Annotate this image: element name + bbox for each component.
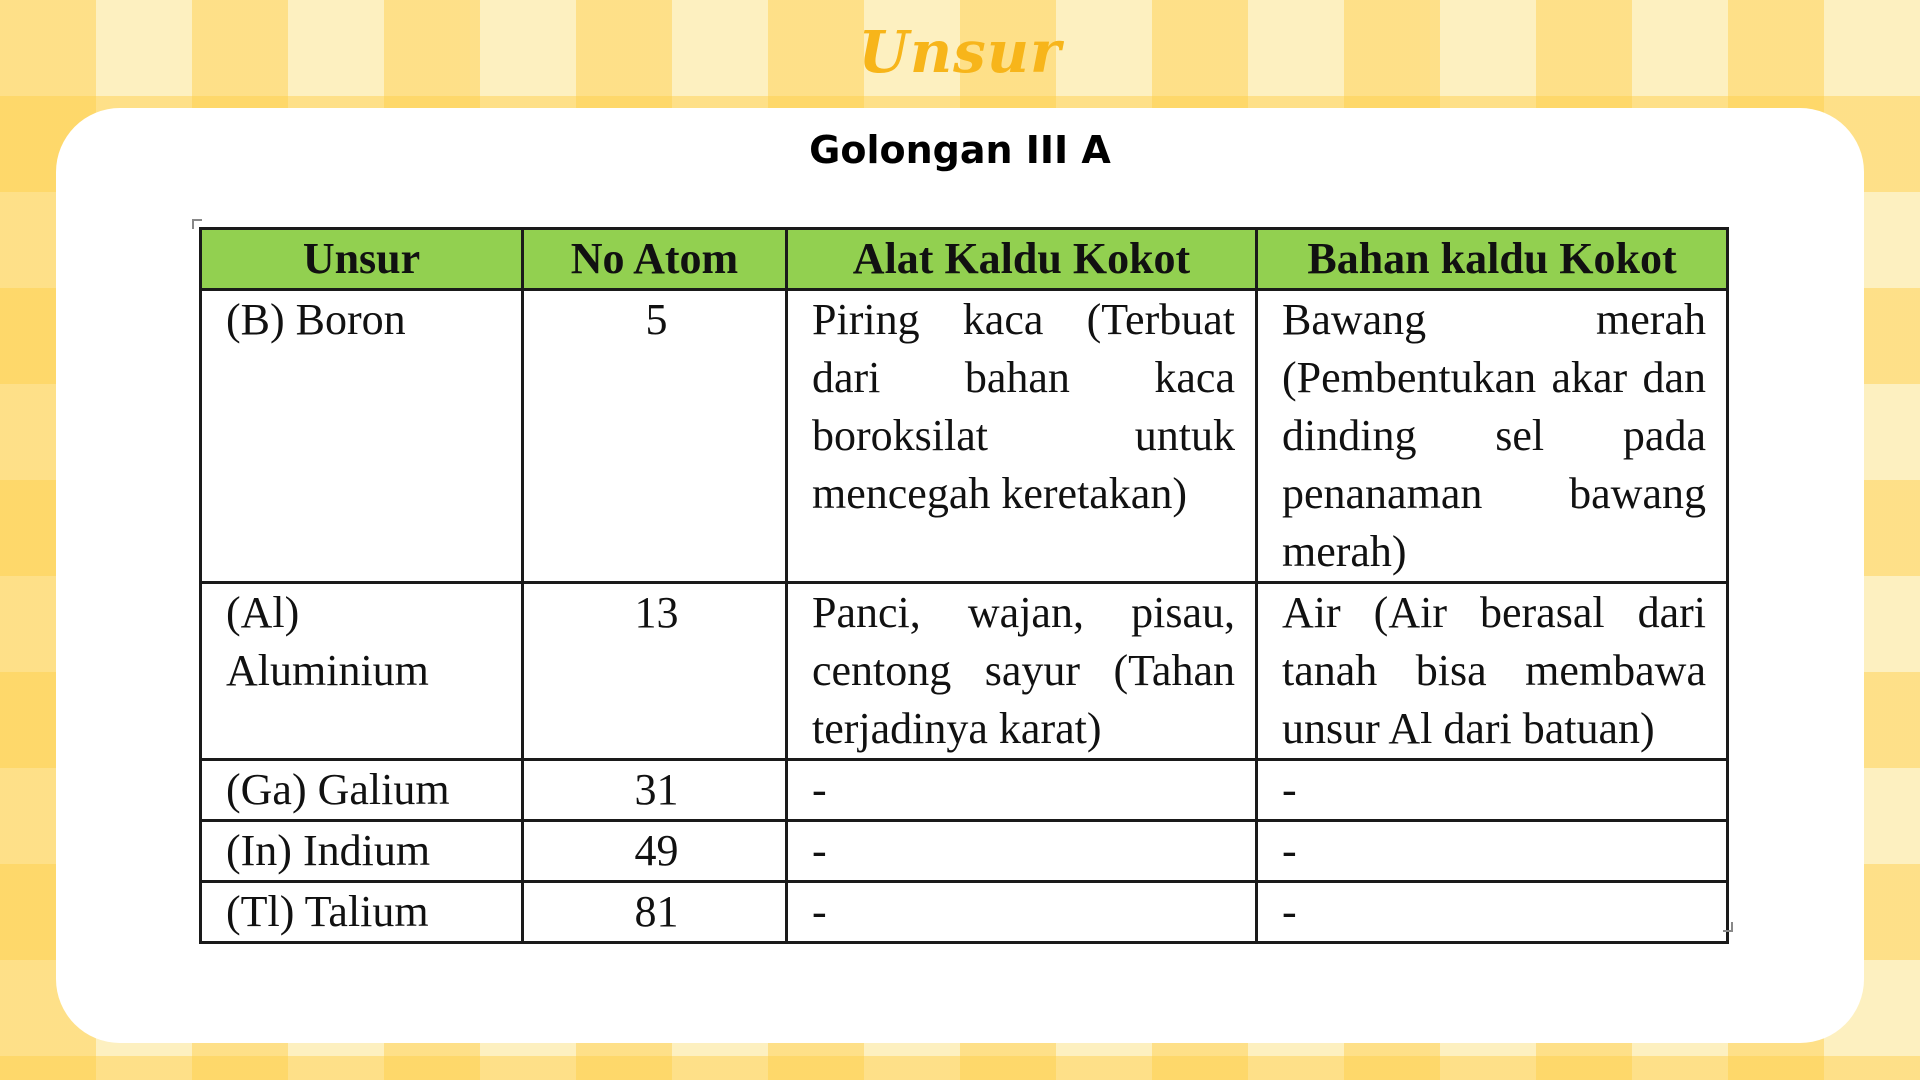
header-bahan: Bahan kaldu Kokot <box>1257 229 1728 290</box>
cell-no-atom: 31 <box>523 760 787 821</box>
cell-bahan: - <box>1257 882 1728 943</box>
table-header-row <box>201 229 1728 290</box>
table-row <box>201 290 1728 583</box>
table-end-mark <box>1723 922 1733 932</box>
table-row <box>201 882 1728 943</box>
cell-alat: - <box>787 760 1257 821</box>
cell-unsur: (Al) Aluminium <box>201 583 523 760</box>
cell-no-atom: 81 <box>523 882 787 943</box>
cell-alat: - <box>787 882 1257 943</box>
cell-no-atom: 13 <box>523 583 787 760</box>
table-row <box>201 583 1728 760</box>
table-row <box>201 821 1728 882</box>
cell-unsur: (Ga) Galium <box>201 760 523 821</box>
elements-table <box>199 227 1729 944</box>
cell-bahan: - <box>1257 821 1728 882</box>
cell-bahan: Air (Air berasal dari tanah bisa membawa unsur Al dari batuan) <box>1257 583 1728 760</box>
table-row <box>201 760 1728 821</box>
page-title: Unsur <box>858 18 1062 86</box>
section-heading: Golongan III A <box>809 128 1111 172</box>
cell-unsur: (In) Indium <box>201 821 523 882</box>
cell-alat: - <box>787 821 1257 882</box>
header-no-atom: No Atom <box>523 229 787 290</box>
cell-unsur: (Tl) Talium <box>201 882 523 943</box>
cell-alat: Piring kaca (Terbuat dari bahan kaca boroksilat untuk mencegah keretakan) <box>787 290 1257 583</box>
header-unsur: Unsur <box>201 229 523 290</box>
cell-bahan: - <box>1257 760 1728 821</box>
cell-alat: Panci, wajan, pisau, centong sayur (Tahan terjadinya karat) <box>787 583 1257 760</box>
cell-unsur: (B) Boron <box>201 290 523 583</box>
cell-no-atom: 5 <box>523 290 787 583</box>
cell-no-atom: 49 <box>523 821 787 882</box>
header-alat: Alat Kaldu Kokot <box>787 229 1257 290</box>
cell-bahan: Bawang merah (Pembentukan akar dan dinding sel pada penanaman bawang merah) <box>1257 290 1728 583</box>
